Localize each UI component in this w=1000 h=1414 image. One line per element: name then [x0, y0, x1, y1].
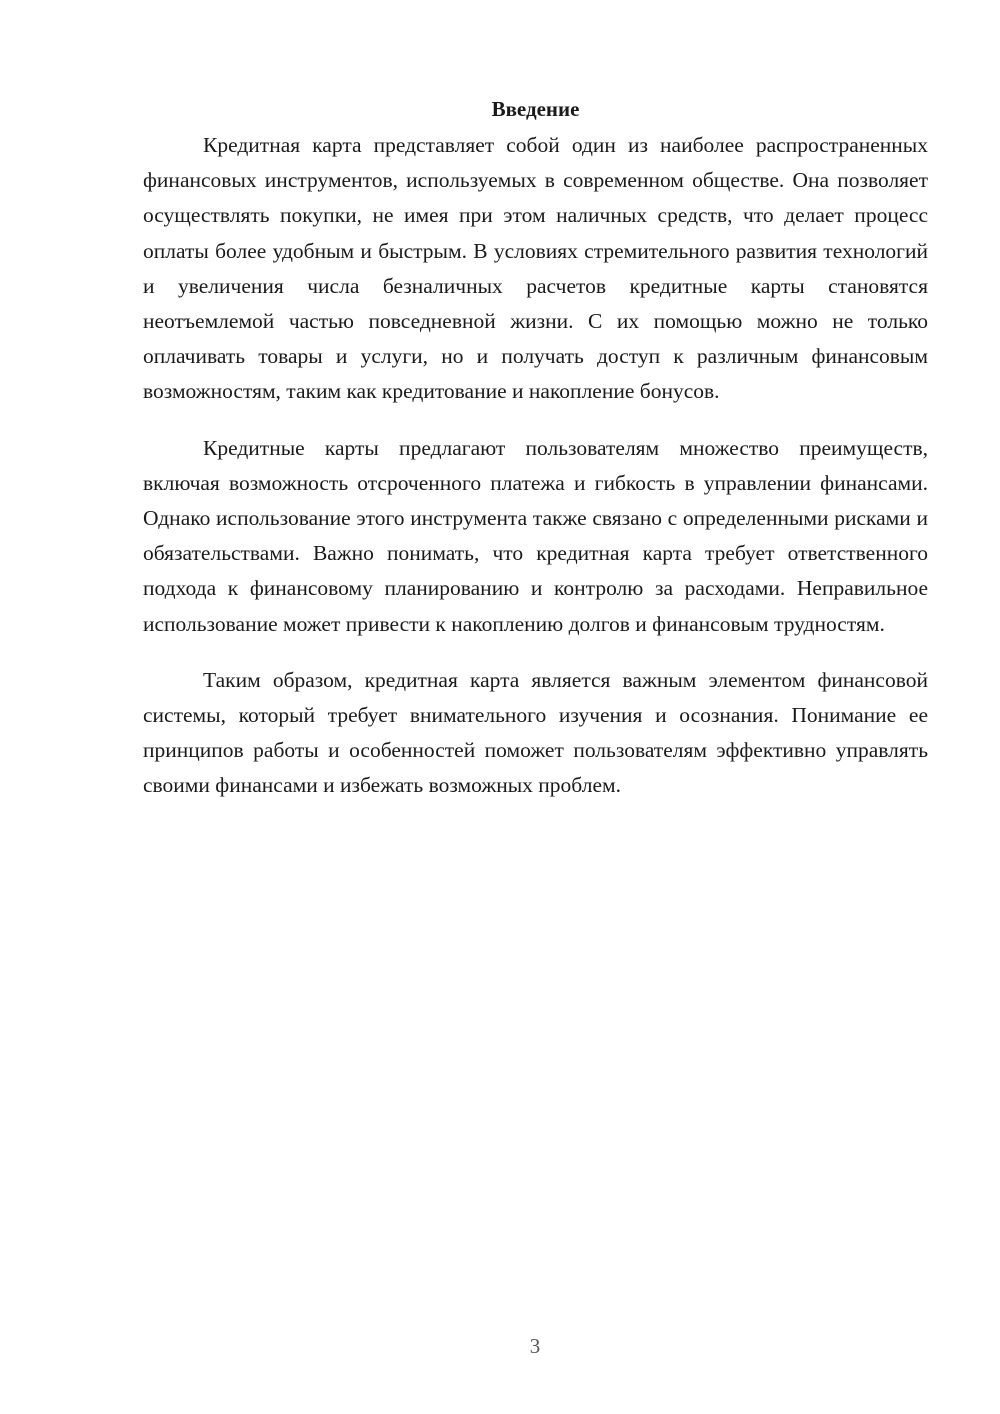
- paragraph-2: Кредитные карты предлагают пользователям множество преимуществ, включая возможность отсроченного платежа и гибкость в управлении финансами. Однако использование этого инструмента также связано с определенными рисками и обязательствами. Важно понимать, что кредитная карта требует ответственного подхода к финансовому планированию и контролю за расходами. Неправильное использование может привести к накоплению долгов и финансовым трудностям.: [143, 435, 928, 636]
- page-content: [143, 92, 928, 825]
- section-heading: Введение: [491, 97, 580, 121]
- paragraph-1: Кредитная карта представляет собой один из наиболее распространенных финансовых инструментов, используемых в современном обществе. Она позволяет осуществлять покупки, не имея при этом наличных средств, что делает процесс оплаты более удобным и быстрым. В условиях стремительного развития технологий и увеличения числа безналичных расчетов кредитные карты становятся неотъемлемой частью повседневной жизни. С их помощью можно не только оплачивать товары и услуги, но и получать доступ к различным финансовым возможностям, таким как кредитование и накопление бонусов.: [143, 133, 928, 404]
- page-number: 3: [529, 1334, 541, 1358]
- paragraph-3: Таким образом, кредитная карта является важным элементом финансовой системы, который требует внимательного изучения и осознания. Понимание ее принципов работы и особенностей поможет пользователям эффективно управлять своими финансами и избежать возможных проблем.: [143, 667, 928, 798]
